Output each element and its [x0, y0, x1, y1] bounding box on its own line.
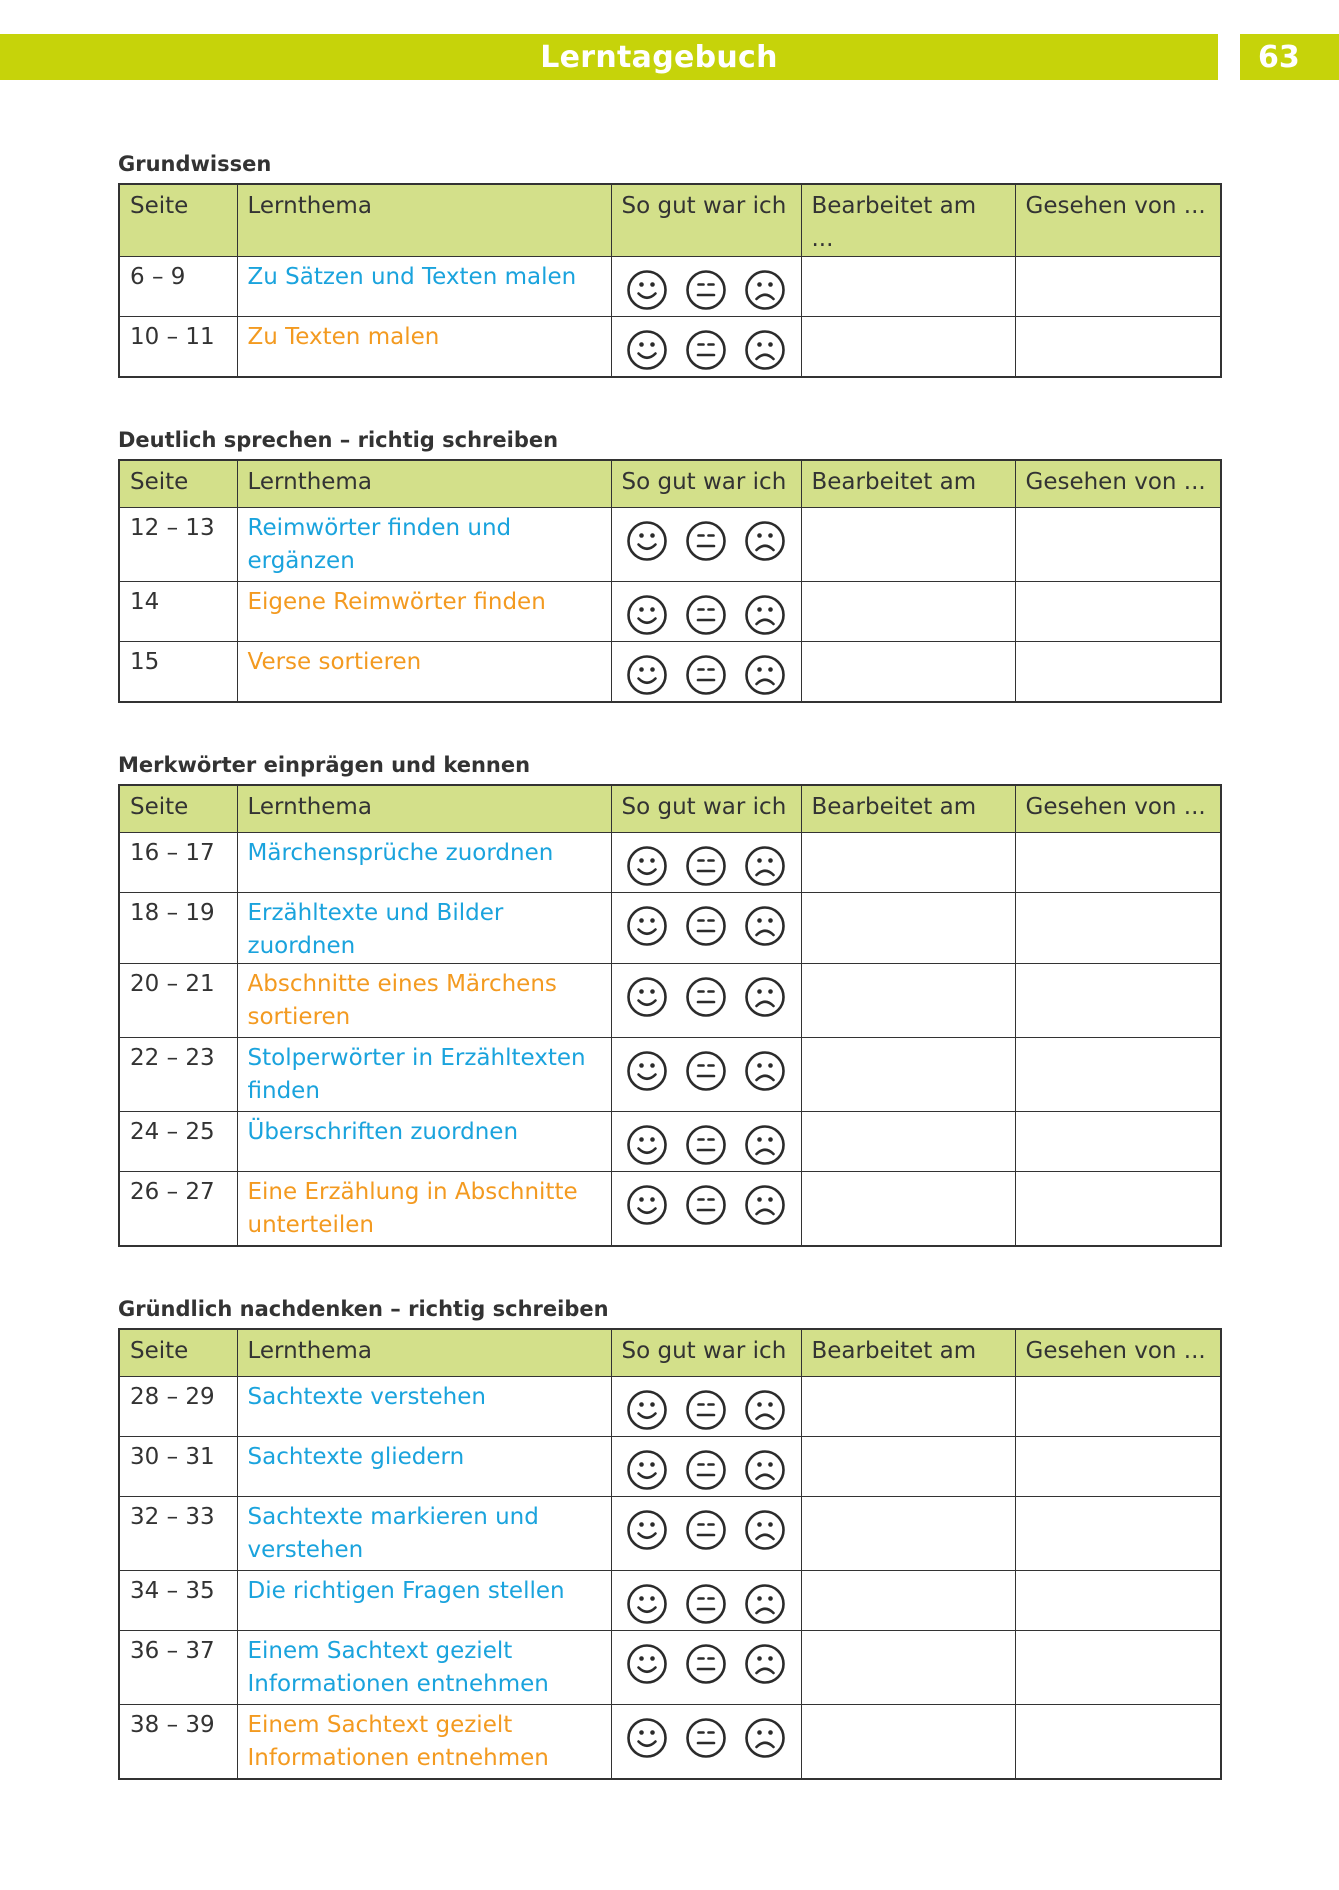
col-header-so-gut: So gut war ich: [611, 1329, 801, 1377]
neutral-face-icon[interactable]: [685, 905, 727, 947]
date-field[interactable]: [801, 317, 1015, 377]
rating-cell: [611, 964, 801, 1038]
page-range: 36 – 37: [119, 1631, 237, 1705]
rating-cell: [611, 317, 801, 377]
rating-faces: [622, 1635, 790, 1685]
table-row: [119, 964, 1221, 1038]
sad-face-icon[interactable]: [744, 329, 786, 371]
date-field[interactable]: [801, 1705, 1015, 1779]
page-range: 14: [119, 582, 237, 642]
table-row: [119, 1631, 1221, 1705]
rating-cell: [611, 1705, 801, 1779]
table-row: [119, 1112, 1221, 1172]
sad-face-icon[interactable]: [744, 1717, 786, 1759]
rating-faces: [622, 1116, 790, 1166]
neutral-face-icon[interactable]: [685, 1509, 727, 1551]
page-range: 30 – 31: [119, 1437, 237, 1497]
col-header-lernthema: Lernthema: [237, 1329, 611, 1377]
happy-face-icon[interactable]: [626, 329, 668, 371]
page-range: 15: [119, 642, 237, 702]
neutral-face-icon[interactable]: [685, 976, 727, 1018]
section-deutlich-sprechen: [118, 426, 1220, 703]
col-header-lernthema: Lernthema: [237, 184, 611, 257]
col-header-lernthema: Lernthema: [237, 785, 611, 833]
topic-link[interactable]: Erzähltexte und Bilder zuordnen: [237, 893, 611, 964]
table-row: [119, 508, 1221, 582]
rating-cell: [611, 582, 801, 642]
col-header-so-gut: So gut war ich: [611, 184, 801, 257]
happy-face-icon[interactable]: [626, 845, 668, 887]
neutral-face-icon[interactable]: [685, 269, 727, 311]
seen-by-field[interactable]: [1015, 1497, 1221, 1571]
sad-face-icon[interactable]: [744, 1449, 786, 1491]
sad-face-icon[interactable]: [744, 1643, 786, 1685]
neutral-face-icon[interactable]: [685, 329, 727, 371]
date-field[interactable]: [801, 1172, 1015, 1246]
date-field[interactable]: [801, 1571, 1015, 1631]
seen-by-field[interactable]: [1015, 1038, 1221, 1112]
neutral-face-icon[interactable]: [685, 1449, 727, 1491]
sad-face-icon[interactable]: [744, 269, 786, 311]
rating-faces: [622, 646, 790, 696]
seen-by-field[interactable]: [1015, 964, 1221, 1038]
page-range: 20 – 21: [119, 964, 237, 1038]
rating-faces: [622, 261, 790, 311]
topic-link[interactable]: Sachtexte markieren und verstehen: [237, 1497, 611, 1571]
rating-faces: [622, 586, 790, 636]
topic-link[interactable]: Die richtigen Fragen stellen: [237, 1571, 611, 1631]
sad-face-icon[interactable]: [744, 520, 786, 562]
neutral-face-icon[interactable]: [685, 1389, 727, 1431]
seen-by-field[interactable]: [1015, 1377, 1221, 1437]
section-title: Merkwörter einprägen und kennen: [118, 752, 531, 777]
date-field[interactable]: [801, 964, 1015, 1038]
page-range: 28 – 29: [119, 1377, 237, 1437]
date-field[interactable]: [801, 1112, 1015, 1172]
topic-link[interactable]: Überschriften zuordnen: [237, 1112, 611, 1172]
table-row: [119, 317, 1221, 377]
sad-face-icon[interactable]: [744, 1184, 786, 1226]
sad-face-icon[interactable]: [744, 654, 786, 696]
col-header-bearbeitet: Bearbeitet am ...: [801, 184, 1015, 257]
happy-face-icon[interactable]: [626, 905, 668, 947]
rating-cell: [611, 1571, 801, 1631]
sad-face-icon[interactable]: [744, 1050, 786, 1092]
date-field[interactable]: [801, 833, 1015, 893]
rating-faces: [622, 1042, 790, 1092]
col-header-gesehen: Gesehen von ...: [1015, 1329, 1221, 1377]
happy-face-icon[interactable]: [626, 1717, 668, 1759]
seen-by-field[interactable]: [1015, 317, 1221, 377]
col-header-seite: Seite: [119, 785, 237, 833]
rating-faces: [622, 1709, 790, 1759]
topic-link[interactable]: Märchensprüche zuordnen: [237, 833, 611, 893]
topic-link[interactable]: Zu Texten malen: [237, 317, 611, 377]
neutral-face-icon[interactable]: [685, 1717, 727, 1759]
table-row: [119, 257, 1221, 317]
happy-face-icon[interactable]: [626, 1643, 668, 1685]
rating-faces: [622, 1441, 790, 1491]
rating-cell: [611, 1437, 801, 1497]
table-row: [119, 893, 1221, 964]
rating-cell: [611, 257, 801, 317]
seen-by-field[interactable]: [1015, 582, 1221, 642]
rating-cell: [611, 508, 801, 582]
log-table: [118, 183, 1222, 378]
col-header-gesehen: Gesehen von ...: [1015, 460, 1221, 508]
page-range: 26 – 27: [119, 1172, 237, 1246]
seen-by-field[interactable]: [1015, 1571, 1221, 1631]
neutral-face-icon[interactable]: [685, 1184, 727, 1226]
neutral-face-icon[interactable]: [685, 1050, 727, 1092]
rating-faces: [622, 1381, 790, 1431]
happy-face-icon[interactable]: [626, 1449, 668, 1491]
seen-by-field[interactable]: [1015, 257, 1221, 317]
topic-link[interactable]: Eigene Reimwörter finden: [237, 582, 611, 642]
table-row: [119, 1571, 1221, 1631]
page-range: 18 – 19: [119, 893, 237, 964]
page-number-box: [1240, 34, 1339, 80]
table-row: [119, 1377, 1221, 1437]
col-header-bearbeitet: Bearbeitet am: [801, 785, 1015, 833]
sad-face-icon[interactable]: [744, 594, 786, 636]
page-range: 32 – 33: [119, 1497, 237, 1571]
sad-face-icon[interactable]: [744, 1389, 786, 1431]
date-field[interactable]: [801, 257, 1015, 317]
seen-by-field[interactable]: [1015, 833, 1221, 893]
seen-by-field[interactable]: [1015, 1437, 1221, 1497]
log-table: [118, 459, 1222, 703]
happy-face-icon[interactable]: [626, 269, 668, 311]
date-field[interactable]: [801, 1437, 1015, 1497]
col-header-lernthema: Lernthema: [237, 460, 611, 508]
sad-face-icon[interactable]: [744, 976, 786, 1018]
page-number: 63: [1258, 39, 1300, 75]
page-range: 34 – 35: [119, 1571, 237, 1631]
date-field[interactable]: [801, 1497, 1015, 1571]
col-header-seite: Seite: [119, 1329, 237, 1377]
neutral-face-icon[interactable]: [685, 654, 727, 696]
header-row: [119, 785, 1221, 833]
col-header-gesehen: Gesehen von ...: [1015, 785, 1221, 833]
col-header-gesehen: Gesehen von ...: [1015, 184, 1221, 257]
rating-cell: [611, 1377, 801, 1437]
rating-cell: [611, 833, 801, 893]
col-header-bearbeitet: Bearbeitet am: [801, 1329, 1015, 1377]
page-range: 24 – 25: [119, 1112, 237, 1172]
header-row: [119, 184, 1221, 257]
page-range: 10 – 11: [119, 317, 237, 377]
page-range: 22 – 23: [119, 1038, 237, 1112]
rating-faces: [622, 512, 790, 562]
topic-link[interactable]: Stolperwörter in Erzähltexten finden: [237, 1038, 611, 1112]
sad-face-icon[interactable]: [744, 1509, 786, 1551]
happy-face-icon[interactable]: [626, 654, 668, 696]
learning-log: [118, 150, 1220, 1828]
topic-link[interactable]: Zu Sätzen und Texten malen: [237, 257, 611, 317]
happy-face-icon[interactable]: [626, 594, 668, 636]
rating-cell: [611, 1172, 801, 1246]
section-merkwoerter: [118, 751, 1220, 1247]
col-header-so-gut: So gut war ich: [611, 460, 801, 508]
rating-cell: [611, 893, 801, 964]
section-title: Grundwissen: [118, 152, 272, 176]
topic-link[interactable]: Sachtexte verstehen: [237, 1377, 611, 1437]
table-row: [119, 642, 1221, 702]
topic-link[interactable]: Einem Sachtext gezielt Informationen entnehmen: [237, 1705, 611, 1779]
seen-by-field[interactable]: [1015, 1172, 1221, 1246]
happy-face-icon[interactable]: [626, 520, 668, 562]
neutral-face-icon[interactable]: [685, 520, 727, 562]
rating-faces: [622, 1501, 790, 1551]
rating-cell: [611, 1038, 801, 1112]
sad-face-icon[interactable]: [744, 845, 786, 887]
log-table: [118, 1328, 1222, 1780]
rating-faces: [622, 968, 790, 1018]
rating-faces: [622, 321, 790, 371]
log-table: [118, 784, 1222, 1247]
rating-cell: [611, 1631, 801, 1705]
rating-cell: [611, 642, 801, 702]
rating-cell: [611, 1112, 801, 1172]
page-range: 16 – 17: [119, 833, 237, 893]
page-range: 6 – 9: [119, 257, 237, 317]
col-header-bearbeitet: Bearbeitet am: [801, 460, 1015, 508]
rating-faces: [622, 1575, 790, 1625]
sad-face-icon[interactable]: [744, 1124, 786, 1166]
section-title: Deutlich sprechen – richtig schreiben: [118, 427, 559, 452]
header-row: [119, 1329, 1221, 1377]
seen-by-field[interactable]: [1015, 1112, 1221, 1172]
happy-face-icon[interactable]: [626, 1583, 668, 1625]
topic-link[interactable]: Verse sortieren: [237, 642, 611, 702]
section-gruendlich-nachdenken: [118, 1295, 1220, 1780]
header-row: [119, 460, 1221, 508]
happy-face-icon[interactable]: [626, 1389, 668, 1431]
seen-by-field[interactable]: [1015, 508, 1221, 582]
date-field[interactable]: [801, 1631, 1015, 1705]
date-field[interactable]: [801, 582, 1015, 642]
neutral-face-icon[interactable]: [685, 1643, 727, 1685]
date-field[interactable]: [801, 642, 1015, 702]
rating-faces: [622, 897, 790, 947]
table-row: [119, 1497, 1221, 1571]
topic-link[interactable]: Abschnitte eines Märchens sortieren: [237, 964, 611, 1038]
col-header-seite: Seite: [119, 460, 237, 508]
date-field[interactable]: [801, 1377, 1015, 1437]
page-range: 38 – 39: [119, 1705, 237, 1779]
table-row: [119, 1437, 1221, 1497]
rating-cell: [611, 1497, 801, 1571]
header-bar: [0, 34, 1218, 80]
neutral-face-icon[interactable]: [685, 1124, 727, 1166]
topic-link[interactable]: Sachtexte gliedern: [237, 1437, 611, 1497]
table-row: [119, 1038, 1221, 1112]
table-row: [119, 582, 1221, 642]
col-header-seite: Seite: [119, 184, 237, 257]
topic-link[interactable]: Einem Sachtext gezielt Informationen entnehmen: [237, 1631, 611, 1705]
seen-by-field[interactable]: [1015, 1705, 1221, 1779]
happy-face-icon[interactable]: [626, 1124, 668, 1166]
sad-face-icon[interactable]: [744, 905, 786, 947]
neutral-face-icon[interactable]: [685, 594, 727, 636]
rating-faces: [622, 1176, 790, 1226]
table-row: [119, 833, 1221, 893]
seen-by-field[interactable]: [1015, 1631, 1221, 1705]
date-field[interactable]: [801, 508, 1015, 582]
date-field[interactable]: [801, 893, 1015, 964]
neutral-face-icon[interactable]: [685, 845, 727, 887]
table-row: [119, 1705, 1221, 1779]
seen-by-field[interactable]: [1015, 893, 1221, 964]
sad-face-icon[interactable]: [744, 1583, 786, 1625]
table-row: [119, 1172, 1221, 1246]
happy-face-icon[interactable]: [626, 1509, 668, 1551]
page-title: Lerntagebuch: [540, 39, 778, 75]
section-grundwissen: [118, 150, 1220, 378]
happy-face-icon[interactable]: [626, 1184, 668, 1226]
topic-link[interactable]: Reimwörter finden und ergänzen: [237, 508, 611, 582]
topic-link[interactable]: Eine Erzählung in Abschnitte unterteilen: [237, 1172, 611, 1246]
col-header-so-gut: So gut war ich: [611, 785, 801, 833]
section-title: Gründlich nachdenken – richtig schreiben: [118, 1296, 609, 1321]
happy-face-icon[interactable]: [626, 976, 668, 1018]
happy-face-icon[interactable]: [626, 1050, 668, 1092]
page-range: 12 – 13: [119, 508, 237, 582]
date-field[interactable]: [801, 1038, 1015, 1112]
rating-faces: [622, 837, 790, 887]
seen-by-field[interactable]: [1015, 642, 1221, 702]
neutral-face-icon[interactable]: [685, 1583, 727, 1625]
